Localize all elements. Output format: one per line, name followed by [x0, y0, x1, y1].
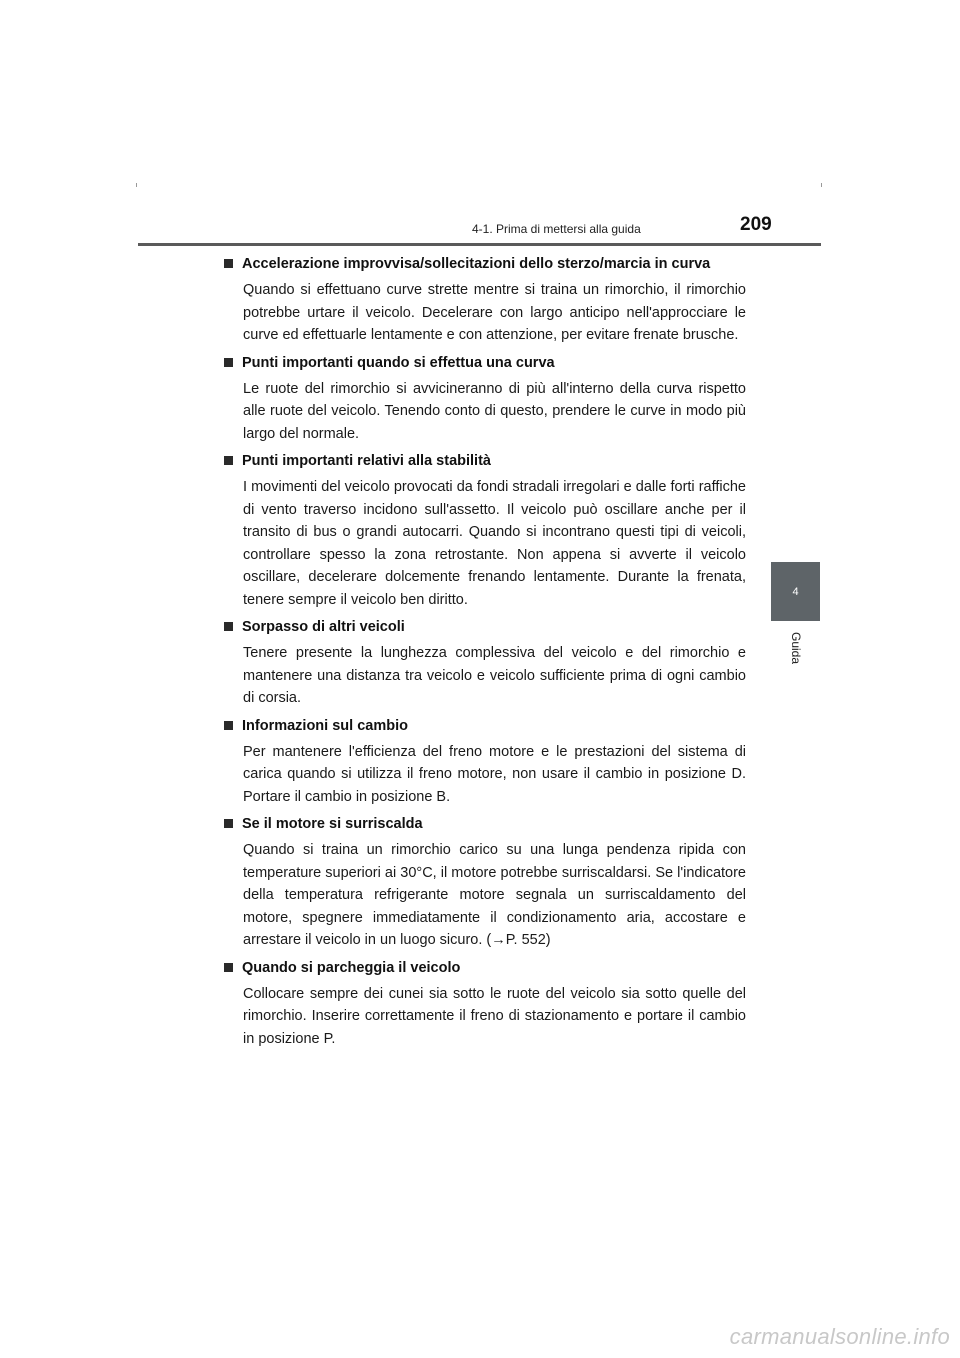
section-heading — [224, 352, 746, 374]
section-heading — [224, 253, 746, 275]
watermark: carmanualsonline.info — [729, 1324, 950, 1349]
chapter-tab: 4 — [771, 562, 820, 621]
section-heading-text: Informazioni sul cambio — [242, 717, 408, 734]
section-heading — [224, 450, 746, 472]
section-body: Tenere presente la lunghezza complessiva del veicolo e del rimorchio e mantenere una distanza tra veicolo e veicolo sufficiente prima di ogni cambio di corsia. — [243, 645, 746, 706]
section-heading — [224, 813, 746, 835]
section-title: 4-1. Prima di mettersi alla guida — [472, 222, 641, 236]
square-bullet-icon — [224, 819, 233, 828]
page-number: 209 — [740, 214, 772, 235]
header-divider — [138, 243, 821, 246]
section-heading-text: Accelerazione improvvisa/sollecitazioni dello sterzo/marcia in curva — [242, 256, 711, 272]
section-body: Quando si effettuano curve strette mentre si traina un rimorchio, il rimorchio potrebbe urtare il veicolo. Decelerare con largo anticipo nell'approcciare le curve ed effettuarle lentamente e con attenzione, per evitare frenate brusche. — [243, 282, 746, 343]
section-heading-text: Sorpasso di altri veicoli — [242, 619, 405, 635]
crop-mark-left — [136, 183, 137, 187]
square-bullet-icon — [224, 456, 233, 465]
section-body: Per mantenere l'efficienza del freno motore e le prestazioni del sistema di carica quando si utilizza il freno motore, non usare il cambio in posizione D. Portare il cambio in posizione B. — [243, 743, 746, 805]
square-bullet-icon — [224, 721, 233, 730]
section-body: Quando si traina un rimorchio carico su una lunga pendenza ripida con temperature superiori ai 30°C, il motore potrebbe surriscaldarsi. Se l'indicatore della temperatura refrigerante motore segnala un surriscaldamento del motore, spegnere immediatamente il condizionamento aria, accostare e arrestare il veicolo in un luogo sicuro. (→P. 552) — [243, 842, 746, 948]
section-body: I movimenti del veicolo provocati da fondi stradali irregolari e dalle forti raffiche di vento traverso incidono sull'assetto. Il veicolo può oscillare anche per il transito di bus o grandi autocarri. Quando si incontrano questi tipi di veicoli, controllare spesso la zona retrostante. Non appena si avverte il veicolo oscillare, decelerare dolcemente frenando lentamente. Durante la frenata, tenere sempre il veicolo ben diritto. — [243, 479, 746, 608]
section-heading-text: Punti importanti quando si effettua una curva — [242, 354, 555, 371]
section-2 — [224, 352, 746, 446]
square-bullet-icon — [224, 358, 233, 367]
square-bullet-icon — [224, 963, 233, 972]
square-bullet-icon — [224, 259, 233, 268]
chapter-label: Guida — [789, 632, 803, 665]
section-5 — [224, 715, 746, 809]
square-bullet-icon — [224, 622, 233, 631]
section-heading-text: Se il motore si surriscalda — [242, 816, 423, 832]
section-heading-text: Quando si parcheggia il veicolo — [242, 959, 461, 976]
section-3 — [224, 450, 746, 611]
section-heading — [224, 616, 746, 638]
section-1 — [224, 253, 746, 347]
section-heading — [224, 957, 746, 979]
section-body: Collocare sempre dei cunei sia sotto le ruote del veicolo sia sotto quelle del rimorchio. Inserire correttamente il freno di stazionamento e portare il cambio in posizione P. — [243, 985, 746, 1047]
crop-mark-right — [821, 183, 822, 187]
section-7 — [224, 957, 746, 1051]
section-body: Le ruote del rimorchio si avvicineranno di più all'interno della curva rispetto alle ruote del veicolo. Tenendo conto di questo, prendere le curve in modo più largo del normale. — [243, 380, 746, 442]
main-content — [224, 253, 746, 1055]
section-4 — [224, 616, 746, 710]
section-heading-text: Punti importanti relativi alla stabilità — [242, 453, 491, 469]
section-heading — [224, 715, 746, 737]
section-6 — [224, 813, 746, 952]
